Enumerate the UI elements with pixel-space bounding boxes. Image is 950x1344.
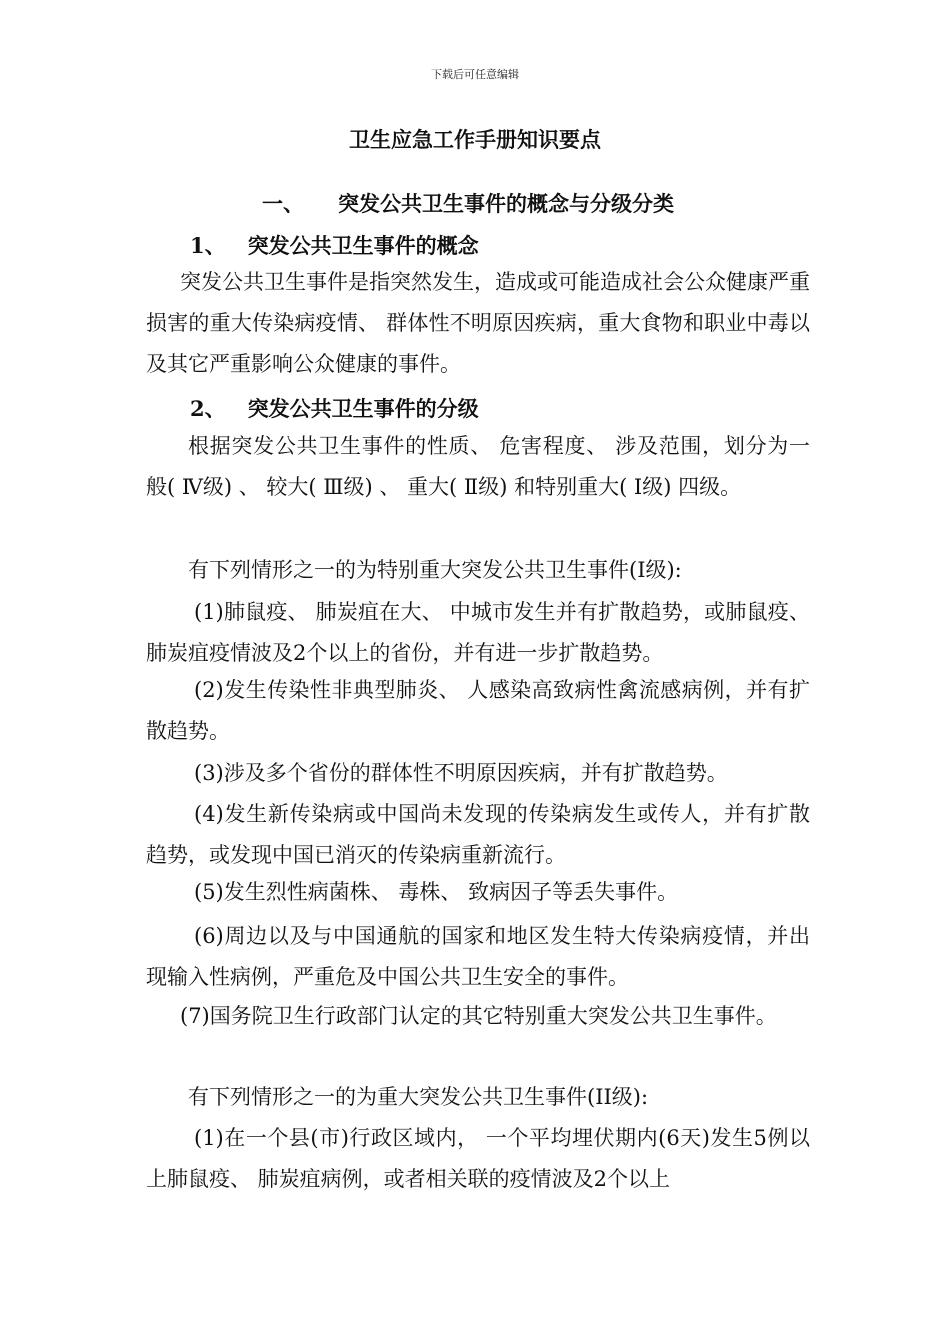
list-item-level1-3: (3)涉及多个省份的群体性不明原因疾病，并有扩散趋势。 (194, 761, 728, 785)
header-note: 下载后可任意编辑 (431, 68, 519, 81)
list-item-level1-1: (1)肺鼠疫、 肺炭疽在大、 中城市发生并有扩散趋势，或肺鼠疫、 肺炭疽疫情波及2个以上的省份，并有进一步扩散趋势。 (146, 600, 810, 665)
paragraph-grading-intro: 根据突发公共卫生事件的性质、 危害程度、 涉及范围，划分为一般( Ⅳ级) 、 较大( Ⅲ级) 、 重大( Ⅱ级) 和特别重大( Ⅰ级) 四级。 (146, 434, 810, 499)
sub-heading-concept (190, 230, 479, 260)
sub-heading-number: 2、 (190, 396, 226, 421)
list-item-level2-1: (1)在一个县(市)行政区域内， 一个平均埋伏期内(6天)发生5例以上肺鼠疫、 肺炭疽病例，或者相关联的疫情波及2个以上 (146, 1126, 810, 1191)
list-item-level1-4: (4)发生新传染病或中国尚未发现的传染病发生或传人，并有扩散趋势，或发现中国已消灭的传染病重新流行。 (146, 802, 810, 867)
paragraph-level1-intro: 有下列情形之一的为特别重大突发公共卫生事件(Ⅰ级): (188, 558, 682, 582)
section-number: 一、 (262, 191, 304, 216)
section-heading-1 (262, 188, 674, 218)
sub-heading-grading (190, 393, 479, 423)
document-title: 卫生应急工作手册知识要点 (349, 127, 601, 152)
list-item-level1-7: (7)国务院卫生行政部门认定的其它特别重大突发公共卫生事件。 (180, 1004, 777, 1028)
section-heading-text: 突发公共卫生事件的概念与分级分类 (338, 191, 674, 216)
sub-heading-number: 1、 (190, 233, 226, 258)
list-item-level1-2: (2)发生传染性非典型肺炎、 人感染高致病性禽流感病例，并有扩散趋势。 (146, 678, 810, 743)
paragraph-level2-intro: 有下列情形之一的为重大突发公共卫生事件(ⅠⅠ级): (188, 1085, 649, 1109)
paragraph-concept: 突发公共卫生事件是指突然发生，造成或可能造成社会公众健康严重损害的重大传染病疫情、 群体性不明原因疾病，重大食物和职业中毒以及其它严重影响公众健康的事件。 (146, 270, 810, 376)
sub-heading-text: 突发公共卫生事件的概念 (247, 233, 479, 258)
list-item-level1-6: (6)周边以及与中国通航的国家和地区发生特大传染病疫情，并出现输入性病例，严重危及中国公共卫生安全的事件。 (146, 924, 810, 989)
sub-heading-text: 突发公共卫生事件的分级 (247, 396, 479, 421)
list-item-level1-5: (5)发生烈性病菌株、 毒株、 致病因子等丢失事件。 (194, 880, 679, 904)
